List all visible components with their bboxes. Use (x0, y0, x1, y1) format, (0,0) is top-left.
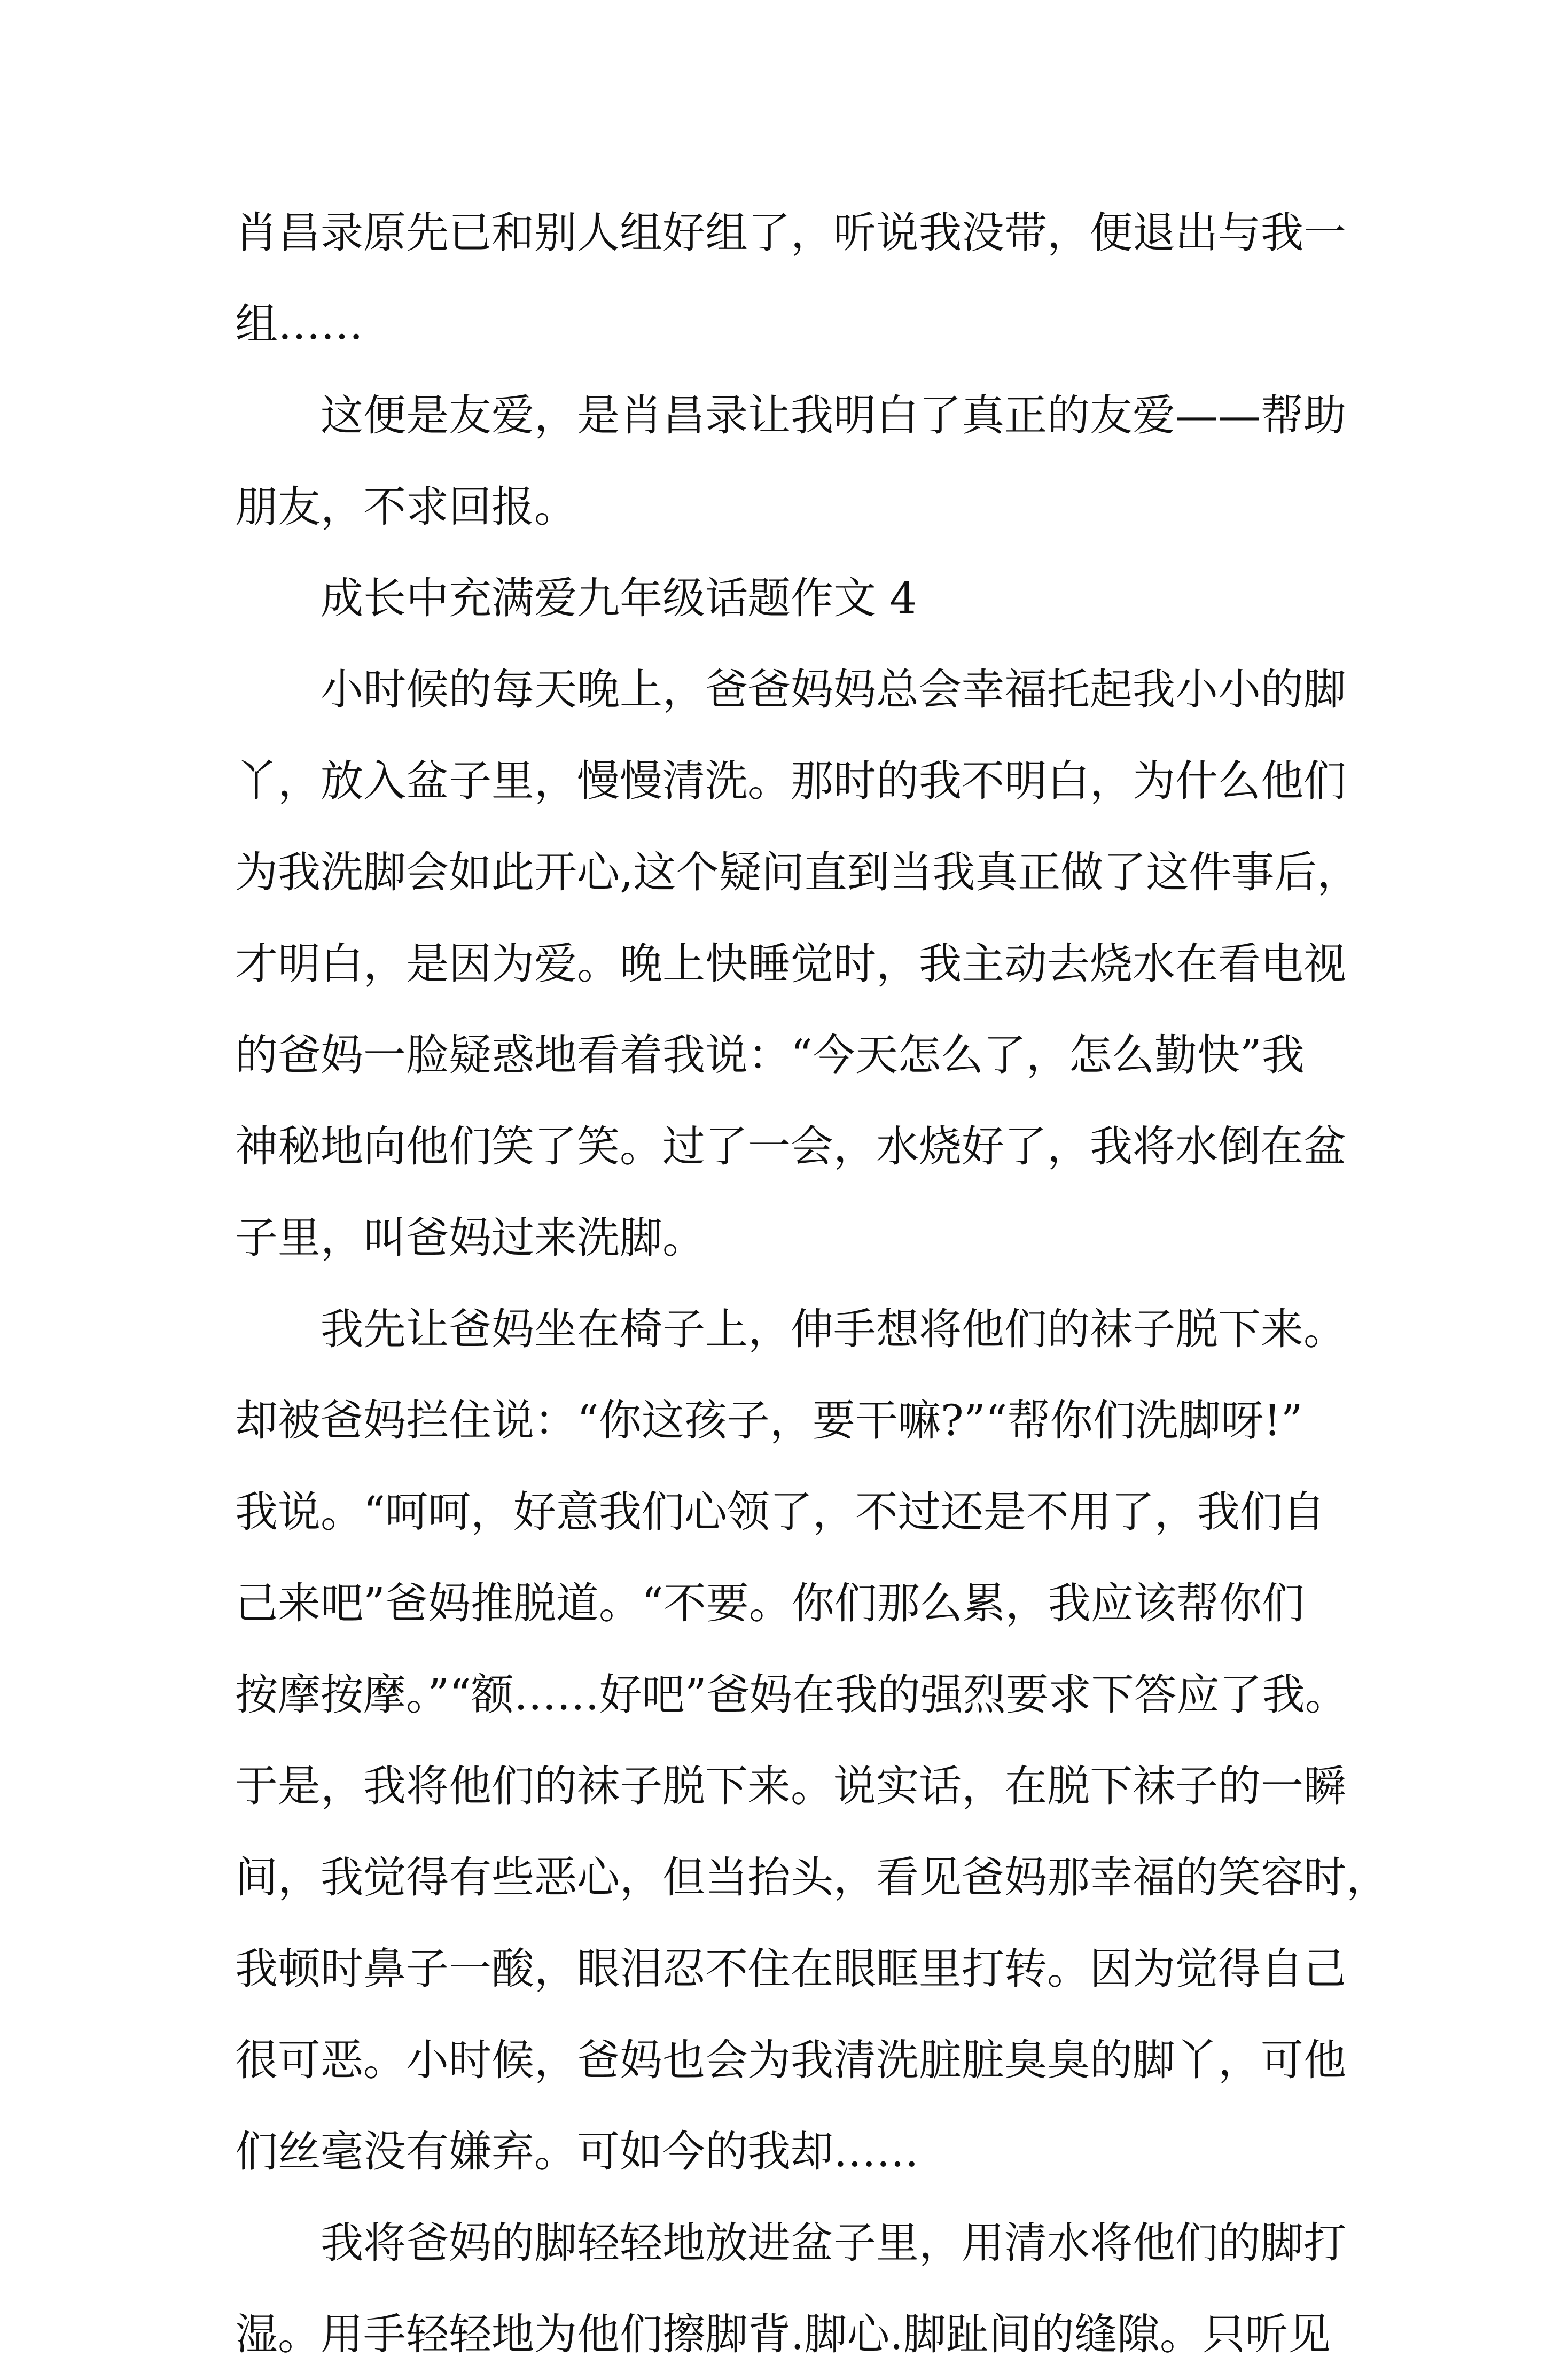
text-line: 我将爸妈的脚轻轻地放进盆子里，用清水将他们的脚打 (321, 2218, 1346, 2268)
text-line: 为我洗脚会如此开心,这个疑问直到当我真正做了这件事后， (235, 847, 1360, 897)
text-line: 的爸妈一脸疑惑地看着我说：“今天怎么了，怎么勤快”我 (235, 1030, 1305, 1080)
text-line: 肖昌录原先已和别人组好组了，听说我没带，便退出与我一 (235, 208, 1346, 258)
text-line: 子里，叫爸妈过来洗脚。 (235, 1213, 705, 1263)
text-line: 按摩按摩。”“额……好吧”爸妈在我的强烈要求下答应了我。 (235, 1670, 1348, 1720)
text-line: 组…… (235, 299, 363, 349)
text-line: 们丝毫没有嫌弃。可如今的我却…… (235, 2127, 919, 2176)
text-line: 我顿时鼻子一酸，眼泪忍不住在眼眶里打转。因为觉得自己 (235, 1944, 1346, 1994)
document-body (235, 187, 1389, 2380)
text-line: 间，我觉得有些恶心，但当抬头，看见爸妈那幸福的笑容时， (235, 1853, 1389, 1902)
text-line: 于是，我将他们的袜子脱下来。说实话，在脱下袜子的一瞬 (235, 1761, 1346, 1811)
text-line: 湿。用手轻轻地为他们擦脚背.脚心.脚趾间的缝隙。只听见 (235, 2309, 1331, 2359)
text-line: 小时候的每天晚上，爸爸妈妈总会幸福托起我小小的脚 (321, 665, 1346, 714)
text-line: 己来吧”爸妈推脱道。“不要。你们那么累，我应该帮你们 (235, 1578, 1305, 1628)
text-line: 我先让爸妈坐在椅子上，伸手想将他们的袜子脱下来。 (321, 1304, 1346, 1354)
text-line: 这便是友爱，是肖昌录让我明白了真正的友爱——帮助 (321, 391, 1346, 440)
text-line: 才明白，是因为爱。晚上快睡觉时，我主动去烧水在看电视 (235, 939, 1346, 989)
text-line: 神秘地向他们笑了笑。过了一会，水烧好了，我将水倒在盆 (235, 1122, 1346, 1171)
text-line: 朋友，不求回报。 (235, 482, 577, 532)
text-line: 成长中充满爱九年级话题作文 4 (321, 573, 917, 623)
text-line: 很可恶。小时候，爸妈也会为我清洗脏脏臭臭的脚丫，可他 (235, 2035, 1346, 2085)
text-line: 丫，放入盆子里，慢慢清洗。那时的我不明白，为什么他们 (235, 756, 1346, 806)
text-line: 我说。“呵呵，好意我们心领了，不过还是不用了，我们自 (235, 1487, 1325, 1537)
text-line: 却被爸妈拦住说：“你这孩子，要干嘛?”“帮你们洗脚呀!” (235, 1396, 1303, 1445)
